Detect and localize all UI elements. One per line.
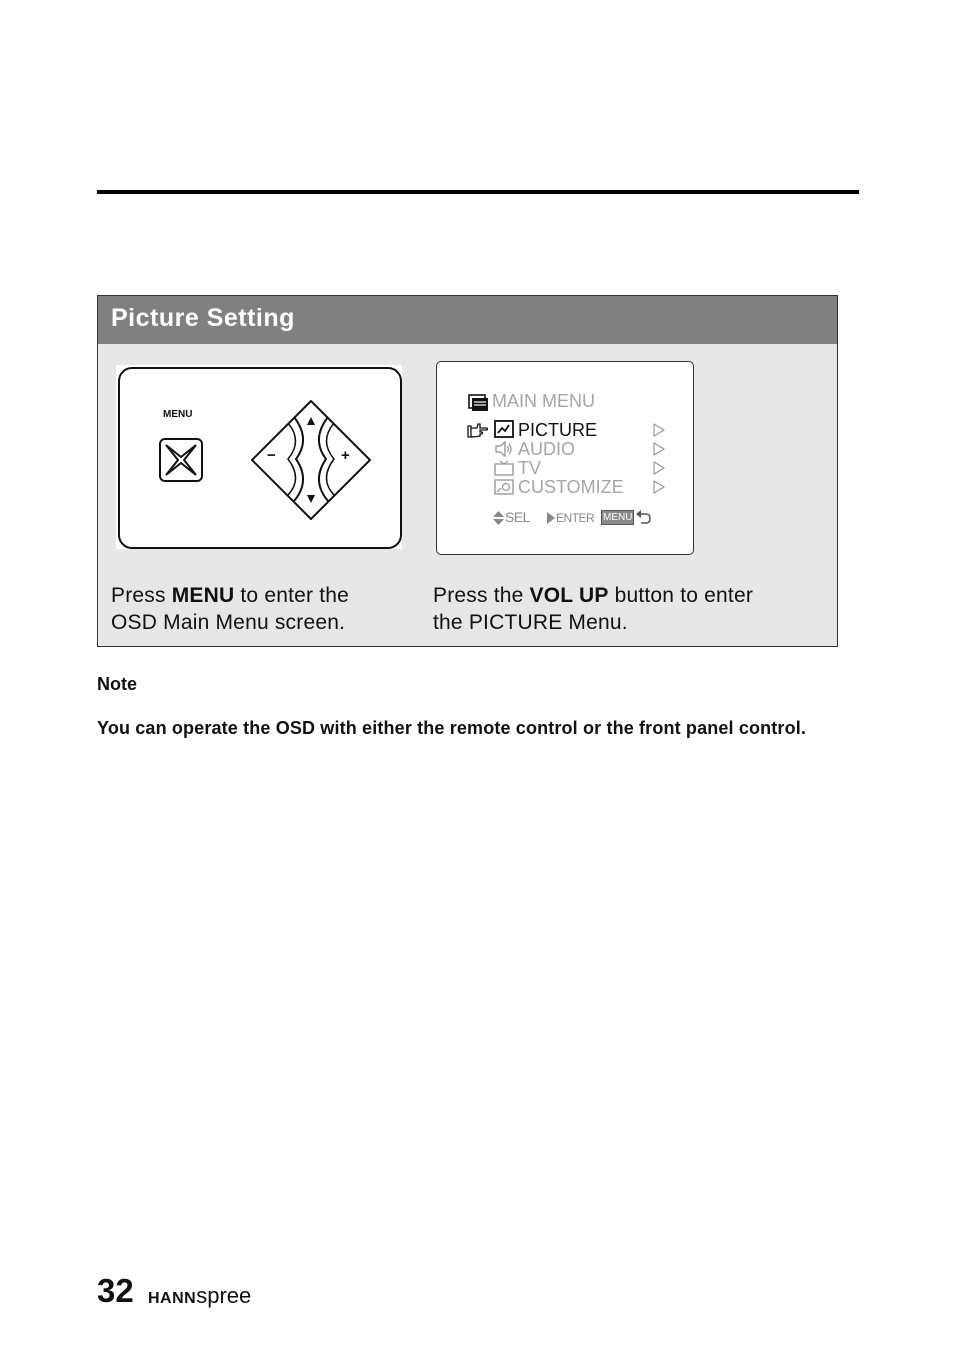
caption-left-prefix: Press	[111, 584, 172, 607]
brand-logo	[148, 1283, 251, 1309]
picture-arrow-icon	[653, 423, 665, 437]
osd-footer-menu: MENU	[603, 512, 633, 523]
picture-icon	[494, 420, 514, 438]
customize-icon	[494, 479, 514, 495]
caption-right-line2: the PICTURE Menu.	[433, 611, 628, 634]
brand-light: spree	[196, 1283, 252, 1308]
top-rule	[97, 190, 859, 194]
front-panel-illustration	[116, 365, 402, 549]
caption-left	[111, 582, 349, 636]
caption-left-suffix: to enter the	[234, 584, 350, 607]
osd-item-customize[interactable]: CUSTOMIZE	[518, 477, 624, 497]
plus-button[interactable]: +	[341, 447, 350, 464]
page-number: 32	[97, 1272, 134, 1309]
osd-footer-enter: ENTER	[556, 511, 595, 525]
note-body: You can operate the OSD with either the remote control or the front panel control.	[97, 718, 807, 738]
menu-button[interactable]	[158, 437, 204, 483]
main-menu-icon	[468, 394, 488, 411]
front-panel	[118, 367, 402, 549]
osd-footer-sel: SEL	[505, 509, 530, 525]
audio-icon	[494, 441, 514, 457]
osd-title: MAIN MENU	[492, 391, 595, 411]
enter-arrow-icon	[547, 512, 555, 524]
note-title: Note	[97, 674, 137, 694]
customize-arrow-icon	[653, 480, 665, 494]
brand-bold: HANN	[148, 1290, 197, 1307]
section-header	[98, 296, 837, 344]
caption-right	[433, 582, 753, 636]
caption-right-bold: VOL UP	[529, 584, 609, 607]
menu-button-label: MENU	[163, 409, 193, 420]
pointer-hand-icon	[467, 423, 489, 439]
navigation-pad	[246, 397, 376, 525]
tv-arrow-icon	[653, 461, 665, 475]
caption-right-suffix: button to enter	[608, 584, 754, 607]
osd-item-picture[interactable]: PICTURE	[518, 420, 598, 440]
osd-item-audio[interactable]: AUDIO	[518, 439, 576, 459]
caption-left-line2: OSD Main Menu screen.	[111, 611, 346, 634]
caption-right-prefix: Press the	[433, 584, 530, 607]
audio-arrow-icon	[653, 442, 665, 456]
caption-left-bold: MENU	[171, 584, 235, 607]
osd-item-tv[interactable]: TV	[518, 458, 542, 478]
minus-button[interactable]: −	[267, 447, 276, 464]
return-arrow-icon	[635, 510, 651, 525]
picture-setting-section	[97, 295, 838, 647]
osd-main-menu-screen	[436, 361, 694, 555]
tv-icon	[494, 460, 514, 476]
section-title: Picture Setting	[111, 304, 295, 332]
select-updown-icon	[493, 511, 504, 525]
